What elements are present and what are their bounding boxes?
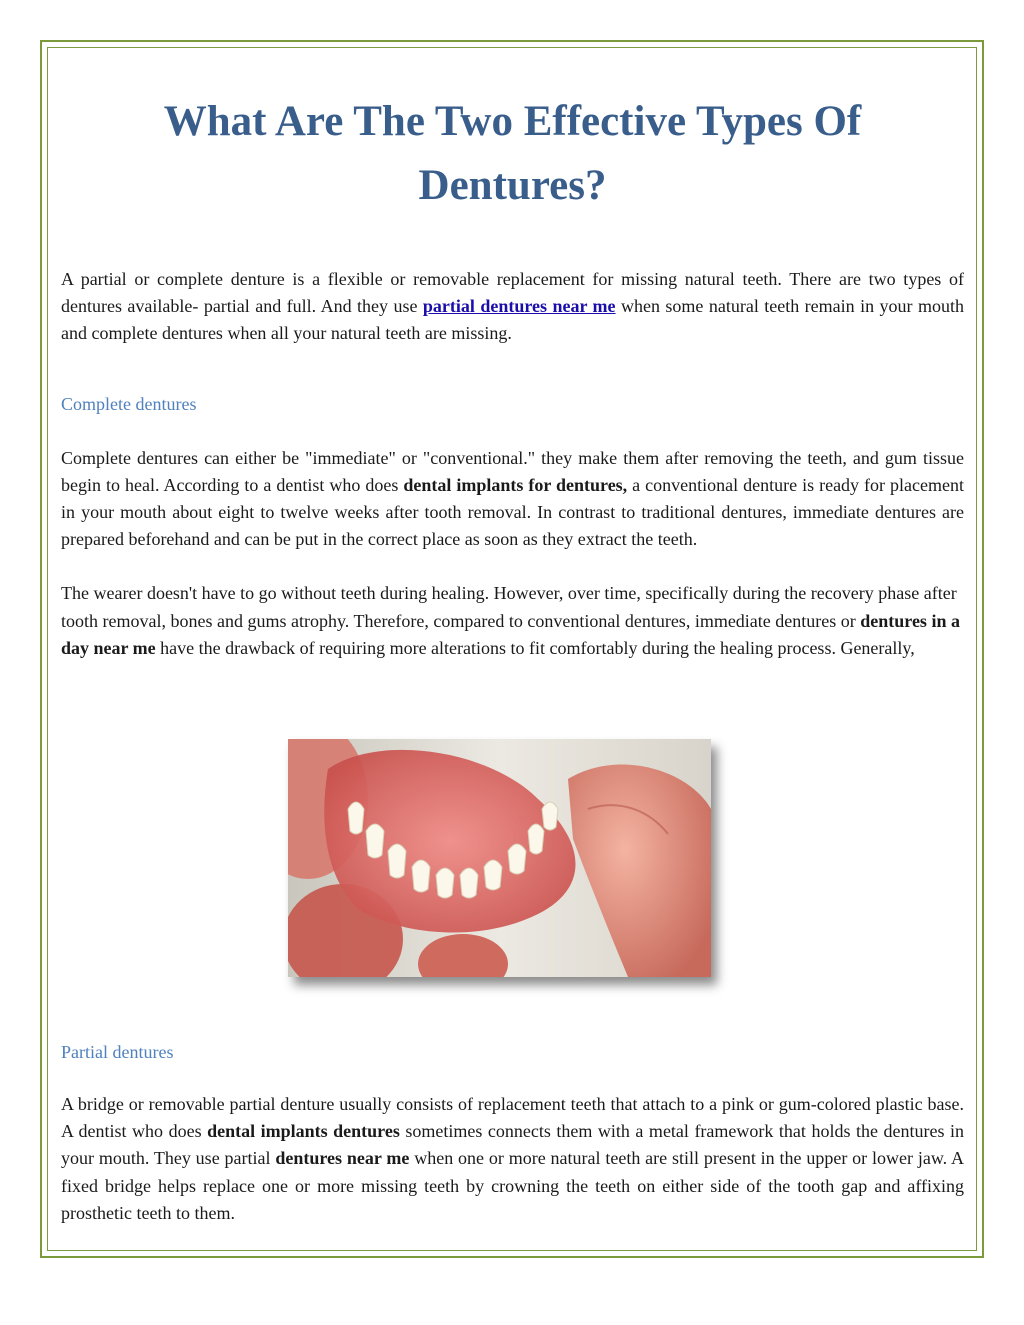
- partial-dentures-link[interactable]: partial dentures near me: [422, 296, 616, 317]
- partial-dentures-paragraph: [61, 1091, 964, 1227]
- healing-text-1: The wearer doesn't have to go without teeth during healing. However, over time, specifically during the recovery phase after tooth removal, bones and gums atrophy. Therefore, compared to conventional dentures, immediate dentures or: [61, 583, 957, 631]
- complete-dentures-paragraph: [61, 445, 964, 554]
- complete-text-1: Complete dentures can either be "immediate" or "conventional." they make them after removing the teeth, and gum tissue begin to heal. According to a dentist who does: [61, 447, 964, 495]
- article-content: [61, 90, 964, 662]
- healing-paragraph: [61, 580, 964, 662]
- denture-photo: [288, 739, 711, 977]
- denture-illustration: [288, 739, 711, 977]
- complete-dentures-heading: Complete dentures: [61, 393, 197, 414]
- partial-text-3: when one or more natural teeth are still present in the upper or lower jaw. A fixed bridge helps replace one or more missing teeth by crowning the teeth on either side of the tooth gap and affixing prosthetic teeth to them.: [61, 1148, 964, 1223]
- partial-bold-term-2: dentures near me: [275, 1148, 410, 1169]
- healing-text-2: have the drawback of requiring more alterations to fit comfortably during the healing process. Generally,: [155, 637, 915, 658]
- partial-dentures-heading: Partial dentures: [61, 1042, 174, 1062]
- title-line-2: Dentures?: [418, 162, 607, 209]
- partial-text-2: sometimes connects them with a metal framework that holds the dentures in your mouth. They use partial: [61, 1121, 964, 1169]
- partial-bold-term-1: dental implants dentures: [207, 1121, 400, 1142]
- title-line-1: What Are The Two Effective Types Of: [163, 98, 862, 145]
- complete-text-2: a conventional denture is ready for placement in your mouth about eight to twelve weeks after tooth removal. In contrast to traditional dentures, immediate dentures are prepared beforehand and can be put in the correct place as soon as they extract the teeth.: [61, 474, 964, 550]
- partial-text-1: A bridge or removable partial denture usually consists of replacement teeth that attach to a pink or gum-colored plastic base. A dentist who does: [61, 1094, 964, 1142]
- intro-paragraph: [61, 266, 964, 348]
- intro-text-2: when some natural teeth remain in your mouth and complete dentures when all your natural teeth are missing.: [61, 296, 964, 344]
- page-title: [61, 90, 964, 218]
- complete-bold-term: dental implants for dentures,: [403, 474, 628, 495]
- intro-text-1: A partial or complete denture is a flexible or removable replacement for missing natural teeth. There are two types of dentures available- partial and full. And they use: [61, 269, 964, 317]
- healing-bold-term: dentures in a day near me: [61, 610, 960, 658]
